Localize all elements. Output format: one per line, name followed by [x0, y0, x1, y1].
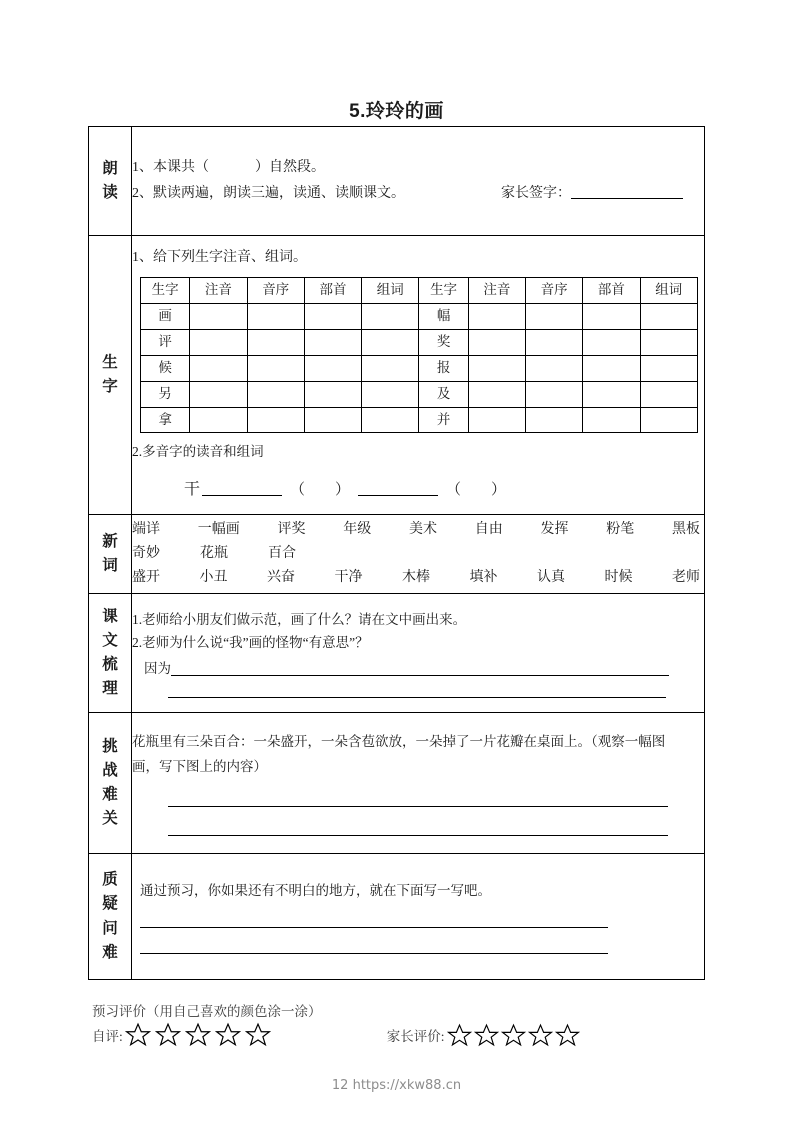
word-item: 老师: [672, 570, 700, 586]
cell-radical[interactable]: [304, 329, 361, 355]
word-item: 美术: [409, 521, 437, 537]
newwords-line-2: [132, 542, 704, 566]
cell-character: 另: [141, 381, 190, 407]
table-row: [141, 355, 698, 381]
cell-pinyin[interactable]: [468, 407, 525, 433]
watermark: 12 https://xkw88.cn: [331, 1078, 462, 1093]
cell-character: 报: [419, 355, 468, 381]
polyphone-paren-1[interactable]: （ ）: [290, 482, 351, 499]
label-char: 疑: [102, 895, 118, 913]
cell-group[interactable]: [362, 355, 419, 381]
cell-character: 拿: [141, 407, 190, 433]
section-row-review: [89, 594, 705, 713]
cell-character: 幅: [419, 303, 468, 329]
word-item: 时候: [604, 570, 633, 586]
cell-character: 画: [141, 303, 190, 329]
cell-order[interactable]: [525, 329, 582, 355]
newwords-line-1: [132, 518, 704, 542]
col-header-pinyin-2: 注音: [468, 277, 525, 303]
cell-character: 奖: [419, 329, 468, 355]
label-char: 生: [102, 353, 118, 371]
word-item: 年级: [343, 521, 372, 537]
label-char: 读: [102, 184, 118, 201]
parent-signature: [501, 181, 683, 207]
col-header-group-2: 组词: [640, 277, 697, 303]
reading-task-1-suffix: ）自然段。: [255, 160, 325, 176]
word-item: 一幅画: [197, 521, 240, 537]
cell-radical[interactable]: [304, 407, 361, 433]
cell-radical[interactable]: [583, 303, 640, 329]
review-question-1: 1.老师给小朋友们做示范，画了什么？请在文中画出来。: [132, 611, 467, 627]
cell-character: 并: [419, 407, 468, 433]
label-char: 理: [102, 680, 118, 698]
worksheet-table: [88, 126, 705, 980]
table-row: [141, 381, 698, 407]
cell-order[interactable]: [247, 303, 304, 329]
cell-pinyin[interactable]: [190, 407, 247, 433]
star-outline-icon[interactable]: [185, 1022, 211, 1048]
section-body-doubt: [132, 854, 705, 980]
cell-group[interactable]: [362, 407, 419, 433]
cell-pinyin[interactable]: [468, 381, 525, 407]
word-item: 发挥: [540, 521, 569, 537]
reading-task-1: [132, 155, 704, 181]
label-char: 字: [102, 378, 118, 395]
label-char: 课: [102, 607, 118, 625]
evaluation-caption: 预习评价（用自己喜欢的颜色涂一涂）: [92, 1004, 322, 1019]
polyphone-exercise: [132, 475, 704, 505]
word-item: 填补: [469, 570, 498, 586]
cell-group[interactable]: [640, 329, 697, 355]
cell-radical[interactable]: [304, 303, 361, 329]
reading-task-2-text: 2、默读两遍，朗读三遍，读通、读顺课文。: [132, 186, 405, 201]
review-answer-line-1: [132, 657, 704, 681]
cell-pinyin[interactable]: [468, 355, 525, 381]
reading-task-1-prefix: 1、本课共（: [132, 160, 209, 176]
cell-group[interactable]: [362, 303, 419, 329]
label-char: 新: [102, 532, 118, 550]
cell-order[interactable]: [525, 407, 582, 433]
doubt-blank-1[interactable]: [140, 927, 608, 928]
section-body-review: [132, 594, 705, 713]
label-char: 质: [102, 871, 118, 889]
cell-pinyin[interactable]: [190, 355, 247, 381]
table-row: [141, 329, 698, 355]
word-item: 自由: [474, 521, 503, 537]
character-practice-table: [140, 277, 698, 434]
section-row-reading: [89, 127, 705, 236]
label-char: 关: [102, 810, 118, 828]
label-char: 问: [102, 919, 118, 937]
parent-signature-blank[interactable]: [571, 185, 683, 199]
label-char: 难: [102, 786, 118, 803]
section-label-newchars: [89, 236, 132, 515]
cell-group[interactable]: [640, 407, 697, 433]
cell-pinyin[interactable]: [468, 329, 525, 355]
evaluation-row: [92, 1022, 712, 1048]
cell-order[interactable]: [247, 329, 304, 355]
star-outline-icon[interactable]: [447, 1023, 472, 1048]
cell-group[interactable]: [362, 329, 419, 355]
section-label-reading: [89, 127, 132, 236]
word-item: 百合: [268, 545, 296, 561]
cell-order[interactable]: [247, 381, 304, 407]
cell-radical[interactable]: [583, 355, 640, 381]
col-header-radical-2: 部首: [583, 277, 640, 303]
section-row-doubt: [89, 854, 705, 980]
word-item: 花瓶: [200, 545, 228, 561]
col-header-group-1: 组词: [362, 277, 419, 303]
label-char: 文: [102, 631, 118, 649]
label-char: 挑: [102, 737, 118, 755]
col-header-order-2: 音序: [525, 277, 582, 303]
cell-order[interactable]: [525, 303, 582, 329]
cell-pinyin[interactable]: [190, 303, 247, 329]
section-row-newwords: [89, 515, 705, 594]
polyphone-paren-2[interactable]: （ ）: [446, 482, 507, 499]
word-item: 黑板: [672, 521, 700, 537]
label-char: 梳: [102, 656, 118, 673]
word-item: 粉笔: [606, 521, 635, 537]
word-item: 端详: [132, 521, 160, 537]
star-outline-icon[interactable]: [501, 1023, 526, 1048]
cell-radical[interactable]: [583, 329, 640, 355]
col-header-pinyin-1: 注音: [190, 277, 247, 303]
section-label-doubt: [89, 854, 132, 980]
cell-order[interactable]: [525, 355, 582, 381]
cell-radical[interactable]: [304, 381, 361, 407]
cell-group[interactable]: [640, 381, 697, 407]
polyphone-blank-2[interactable]: [358, 482, 438, 497]
challenge-blank-2[interactable]: [168, 835, 668, 836]
section-body-newchars: [132, 236, 705, 515]
word-item: 认真: [537, 570, 565, 586]
section-label-newwords: [89, 515, 132, 594]
star-outline-icon[interactable]: [555, 1023, 580, 1048]
star-outline-icon[interactable]: [215, 1022, 241, 1048]
cell-group[interactable]: [640, 355, 697, 381]
word-item: 奇妙: [132, 545, 160, 561]
col-header-order-1: 音序: [247, 277, 304, 303]
self-evaluation-stars: [125, 1022, 275, 1048]
challenge-text: 花瓶里有三朵百合：一朵盛开，一朵含苞欲放，一朵掉了一片花瓣在桌面上。（观察一幅图画，写下图上的内容）: [132, 734, 666, 774]
newwords-line-3: [132, 566, 704, 590]
doubt-text: 通过预习，你如果还有不明白的地方，就在下面写一写吧。: [140, 882, 491, 898]
cell-radical[interactable]: [583, 407, 640, 433]
section-row-challenge: [89, 713, 705, 854]
parent-evaluation-stars: [447, 1023, 582, 1048]
label-char: 词: [102, 557, 118, 574]
cell-pinyin[interactable]: [190, 381, 247, 407]
parent-evaluation-label: 家长评价:: [386, 1029, 445, 1044]
label-char: 战: [102, 761, 118, 779]
word-item: 兴奋: [267, 570, 295, 586]
star-outline-icon[interactable]: [125, 1022, 151, 1048]
cell-pinyin[interactable]: [190, 329, 247, 355]
section-label-review: [89, 594, 132, 713]
star-outline-icon[interactable]: [245, 1022, 271, 1048]
cell-character: 候: [141, 355, 190, 381]
review-question-2: 2.老师为什么说“我”画的怪物“有意思”？: [132, 635, 369, 651]
star-outline-icon[interactable]: [528, 1023, 553, 1048]
cell-order[interactable]: [525, 381, 582, 407]
parent-evaluation: [387, 1023, 582, 1048]
cell-order[interactable]: [247, 355, 304, 381]
col-header-word-1: 生字: [141, 277, 190, 303]
reading-task-2: [132, 181, 704, 207]
newchars-question-1: 1、给下列生字注音、组词。: [132, 249, 307, 265]
word-item: 木棒: [402, 570, 430, 586]
challenge-blank-1[interactable]: [168, 806, 668, 807]
cell-order[interactable]: [247, 407, 304, 433]
word-item: 干净: [334, 570, 363, 586]
cell-pinyin[interactable]: [468, 303, 525, 329]
polyphone-character: 干: [184, 481, 201, 499]
evaluation-footer: [92, 1000, 712, 1048]
cell-group[interactable]: [640, 303, 697, 329]
page-title: 5.玲玲的画: [349, 101, 444, 122]
self-evaluation-label: 自评:: [92, 1029, 123, 1044]
col-header-word-2: 生字: [419, 277, 468, 303]
word-item: 盛开: [132, 570, 160, 586]
cell-group[interactable]: [362, 381, 419, 407]
cell-character: 及: [419, 381, 468, 407]
answer-blank-1[interactable]: [171, 663, 669, 675]
doubt-blank-2[interactable]: [140, 953, 608, 954]
label-char: 朗: [102, 159, 118, 177]
cell-character: 评: [141, 329, 190, 355]
table-row: [141, 303, 698, 329]
self-evaluation: [92, 1022, 275, 1048]
star-outline-icon[interactable]: [155, 1022, 181, 1048]
col-header-radical-1: 部首: [304, 277, 361, 303]
section-row-newchars: [89, 236, 705, 515]
parent-signature-label: 家长签字：: [501, 186, 571, 201]
star-outline-icon[interactable]: [474, 1023, 499, 1048]
section-body-challenge: [132, 713, 705, 854]
polyphone-blank-1[interactable]: [202, 482, 282, 497]
section-body-newwords: [132, 515, 705, 594]
section-label-challenge: [89, 713, 132, 854]
label-char: 难: [102, 943, 118, 961]
newchars-question-2: 2.多音字的读音和组词: [132, 444, 264, 460]
table-row: [141, 407, 698, 433]
table-header-row: [141, 277, 698, 303]
answer-blank-2[interactable]: [168, 697, 666, 698]
cell-radical[interactable]: [304, 355, 361, 381]
word-item: 小丑: [199, 570, 228, 586]
section-body-reading: [132, 127, 705, 236]
answer-prefix: 因为: [144, 660, 171, 676]
cell-radical[interactable]: [583, 381, 640, 407]
word-item: 评奖: [277, 521, 306, 537]
